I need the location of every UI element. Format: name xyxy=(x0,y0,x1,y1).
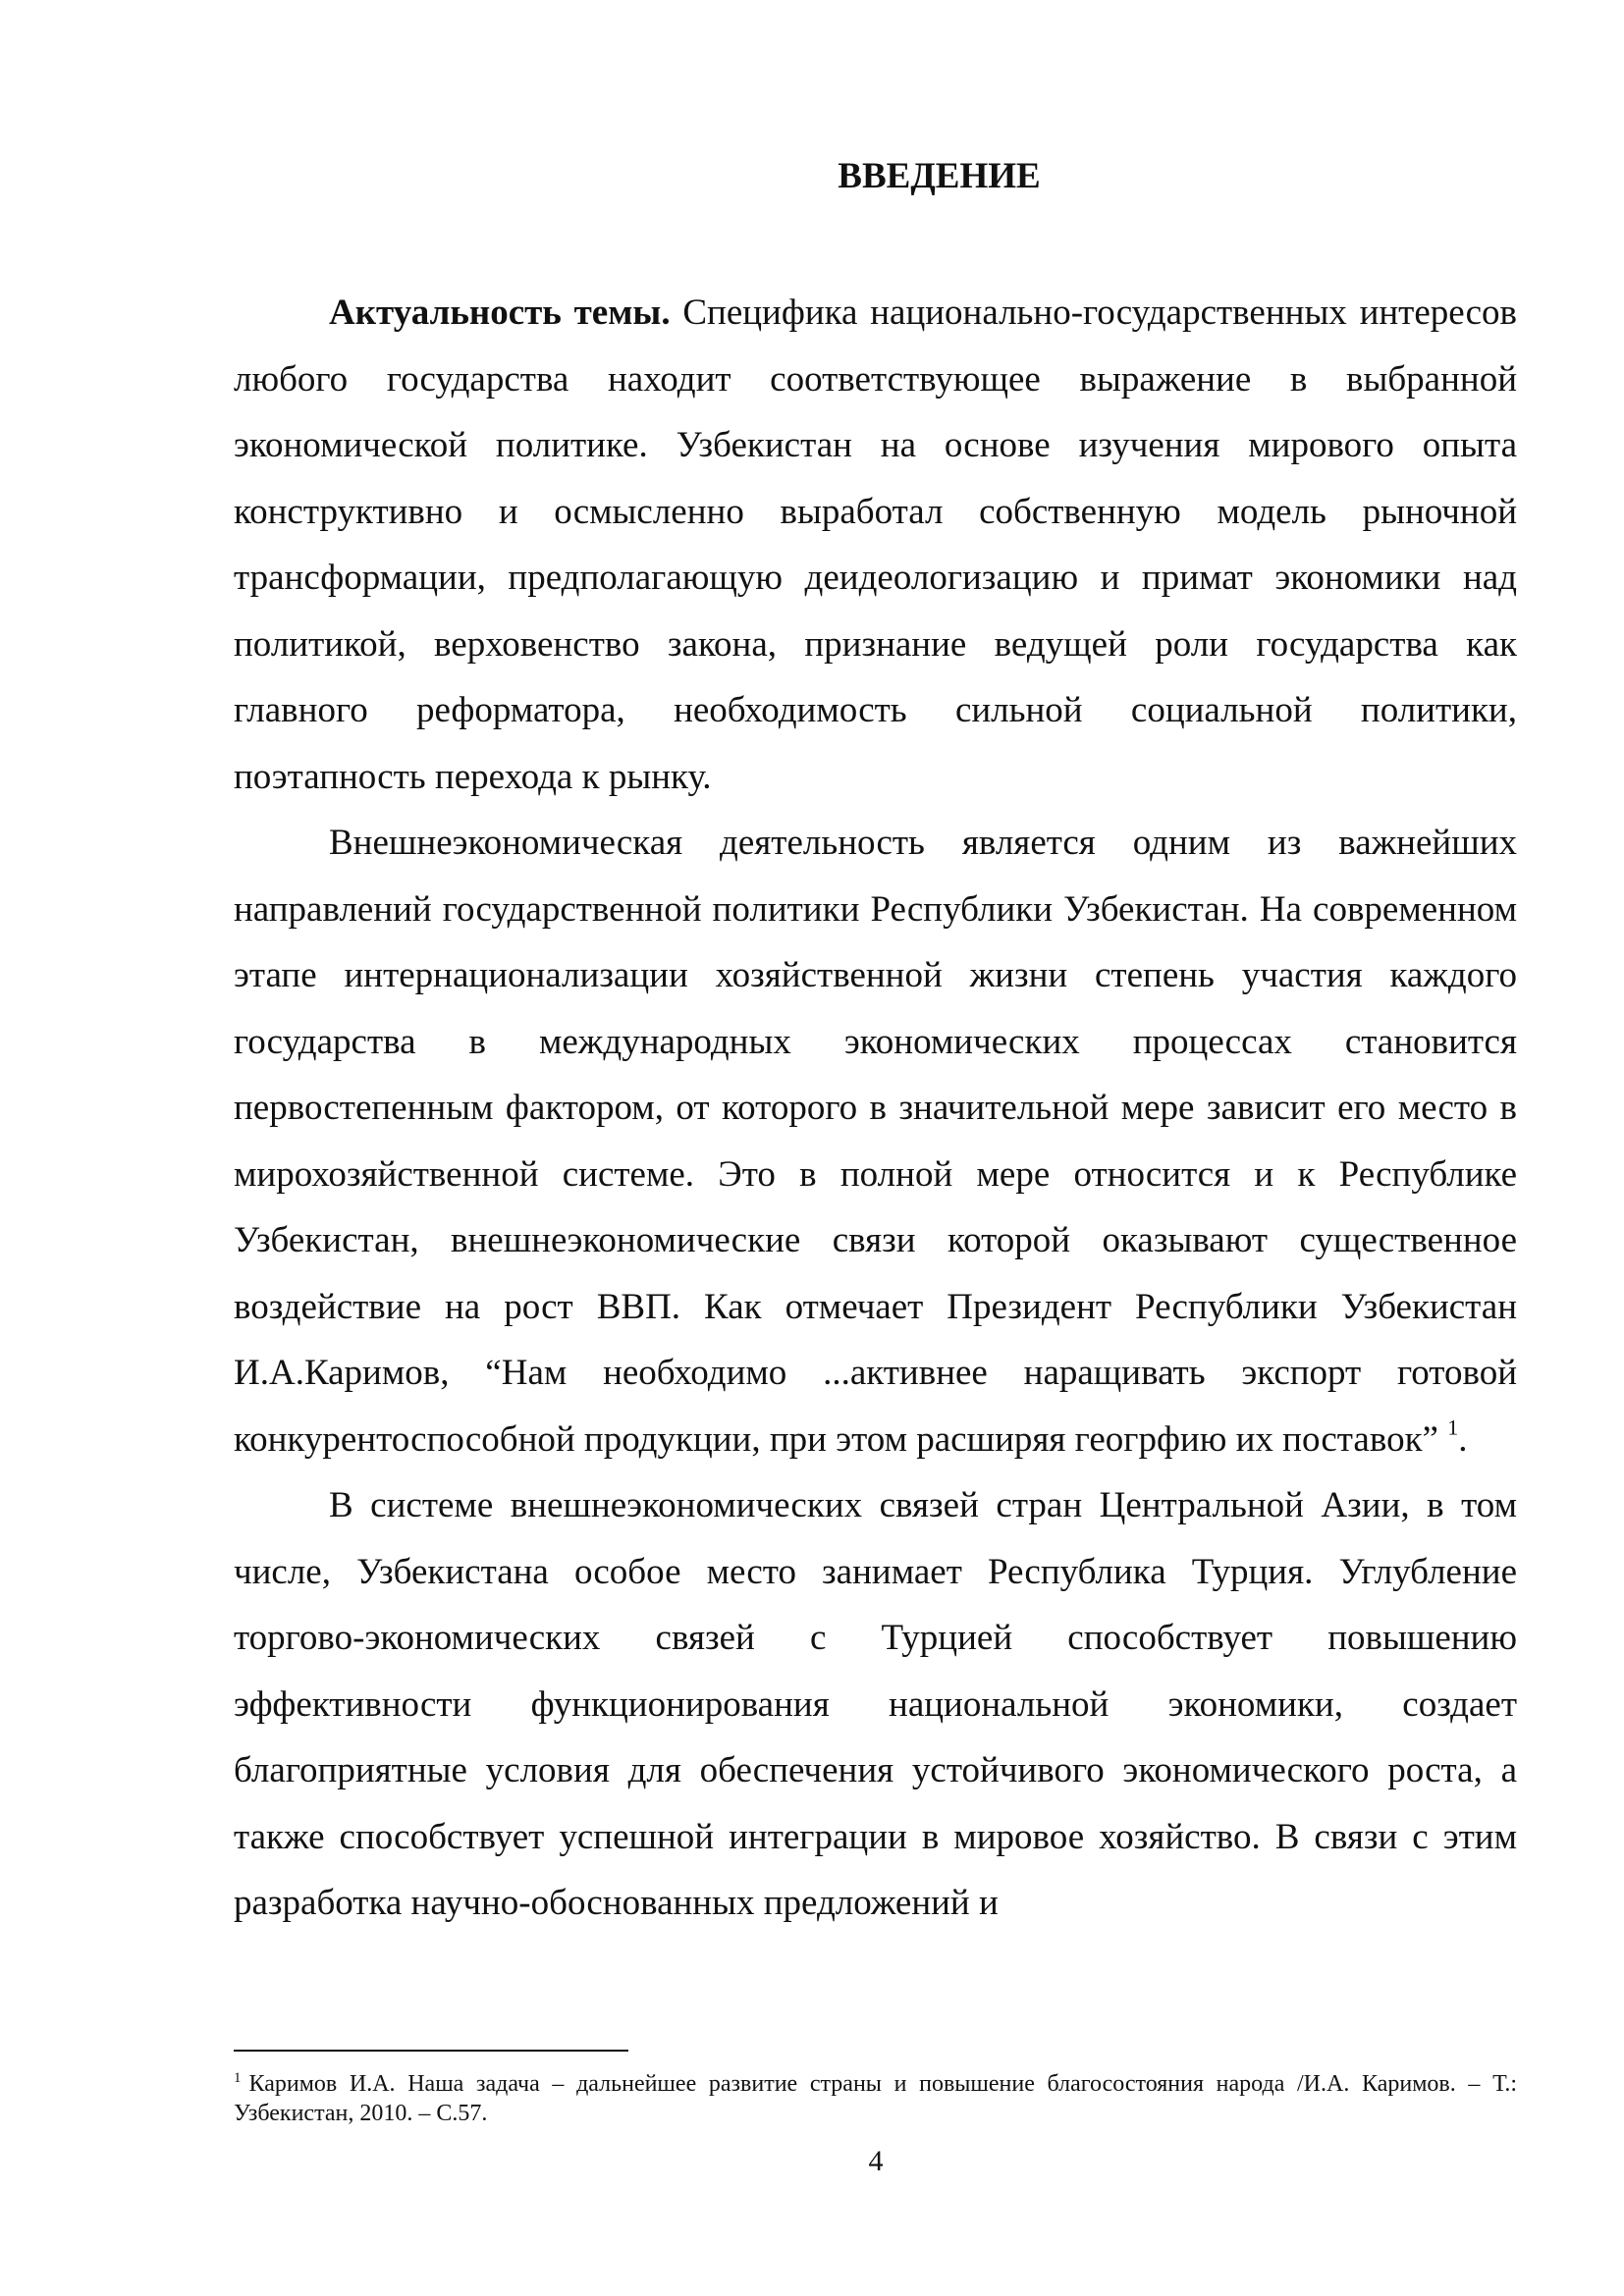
footnote-reference[interactable]: 1 xyxy=(1447,1415,1459,1439)
footnote-marker: 1 xyxy=(234,2070,242,2086)
paragraph-turkey xyxy=(234,1472,1517,1937)
paragraph-lead-relevance: Актуальность темы. xyxy=(329,293,671,333)
footnote-separator xyxy=(234,2050,628,2052)
page-body xyxy=(234,152,1517,1937)
footnote-text: Каримов И.А. Наша задача – дальнейшее развитие страны и повышение благосостояния народа /И.А. Каримов. – Т.: Узбекистан, 2010. – С.57. xyxy=(234,2071,1517,2126)
paragraph-text-turkey: В системе внешнеэкономических связей стран Центральной Азии, в том числе, Узбекистана особое место занимает Республика Турция. Углубление торгово-экономических связей с Турцией способствует повышению эффективности функционирования национальной экономики, создает благоприятные условия для обеспечения устойчивого экономического роста, а также способствует успешной интеграции в мировое хозяйство. В связи с этим разработка научно-обоснованных предложений и xyxy=(234,1485,1517,1923)
section-heading: ВВЕДЕНИЕ xyxy=(838,156,1041,196)
footnote xyxy=(234,2069,1517,2128)
paragraph-text-relevance: Специфика национально-государственных интересов любого государства находит соответствующее выражение в выбранной экономической политике. Узбекистан на основе изучения мирового опыта конструктивно и осмысленно выработал собственную модель рыночной трансформации, предполагающую деидеологизацию и примат экономики над политикой, верховенство закона, признание ведущей роли государства как главного реформатора, необходимость сильной социальной политики, поэтапность перехода к рынку. xyxy=(234,293,1517,797)
paragraph-foreign-trade xyxy=(234,810,1517,1472)
page-number: 4 xyxy=(868,2145,884,2177)
paragraph-relevance xyxy=(234,280,1517,810)
paragraph-tail-foreign-trade: . xyxy=(1458,1418,1468,1460)
paragraph-text-foreign-trade: Внешнеэкономическая деятельность является одним из важнейших направлений государственной политики Республики Узбекистан. На современном этапе интернационализации хозяйственной жизни степень участия каждого государства в международных экономических процессах становится первостепенным фактором, от которого в значительной мере зависит его место в мирохозяйственной системе. Это в полной мере относится и к Республике Узбекистан, внешнеэкономические связи которой оказывают существенное воздействие на рост ВВП. Как отмечает Президент Республики Узбекистан И.А.Каримов, “Нам необходимо ...активнее наращивать экспорт готовой конкурентоспособной продукции, при этом расширяя геогрфию их поставок” xyxy=(234,823,1517,1460)
